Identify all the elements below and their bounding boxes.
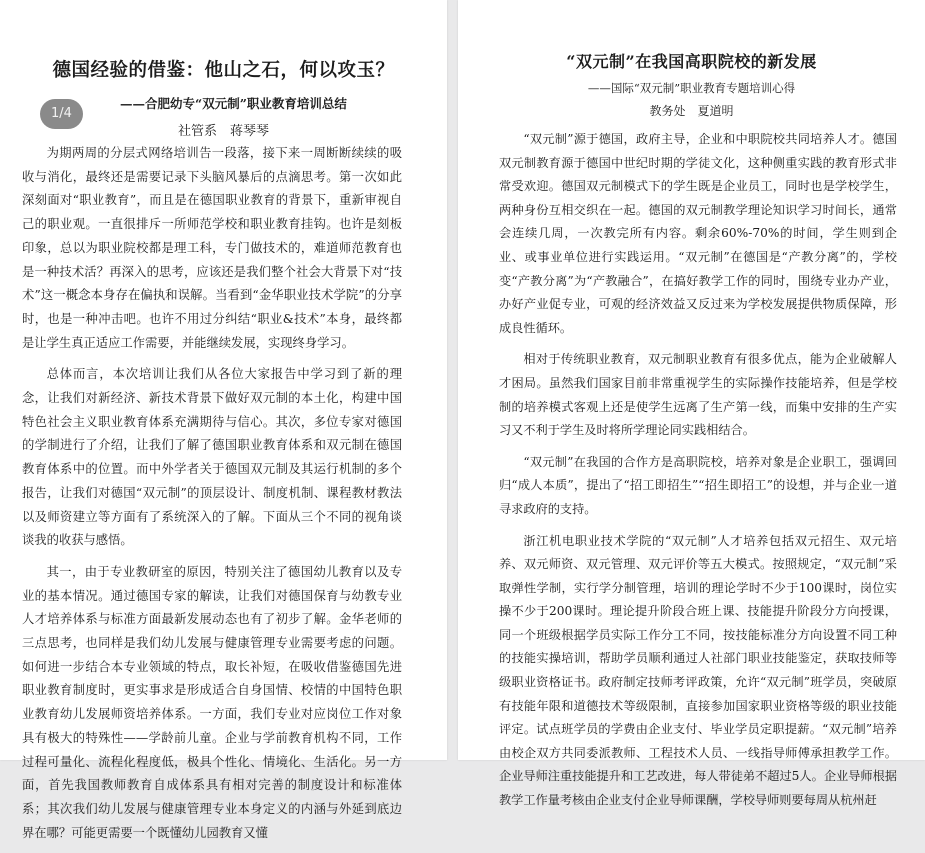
left-paragraph-2: 总体而言，本次培训让我们从各位大家报告中学习到了新的理念，让我们对新经济、新技术背景下做好双元制的本土化，构建中国特色社会主义职业教育体系充满期待与信心。其次，多位专家对德国的学制进行了介绍，让我们了解了德国职业教育体系和双元制在德国教育体系中的位置。而中外学者关于德国双元制及其运行机制的多个报告，让我们对德国“双元制”的顶层设计、制度机制、课程教材教法以及师资建立等方面有了系统深入的了解。下面从三个不同的视角谈谈我的收获与感悟。 <box>22 367 402 548</box>
left-page-subtitle: ——合肥幼专“双元制”职业教育培训总结 <box>120 96 347 111</box>
left-page-title: 德国经验的借鉴：他山之石，何以攻玉？ <box>52 60 395 81</box>
left-paragraph-3: 其一，由于专业教研室的原因，特别关注了德国幼儿教育以及专业的基本情况。通过德国专家的解读，让我们对德国保育与幼教专业人才培养体系与标准方面最新发展动态也有了初步了解。金华老师的三点思考，也同样是我们幼儿发展与健康管理专业需要考虑的问题。如何进一步结合本专业领域的特点，取长补短，在吸收借鉴德国先进职业教育制度时，更实事求是形成适合自身国情、校情的中国特色职业教育幼儿发展师资培养体系。一方面，我们专业对应岗位工作对象具有极大的特殊性——学龄前儿童。企业与学前教育机构不同，工作过程可量化、流程化程度低，极具个性化、情境化、生活化。另一方面，首先我国教师教育自成体系具有相对完善的制度设计和标准体系；其次我们幼儿发展与健康管理专业本身定义的内涵与外延到底边界在哪？可能更需要一个既懂幼儿园教育又懂 <box>22 564 402 840</box>
left-paragraph-1: 为期两周的分层式网络培训告一段落，接下来一周断断续续的吸收与消化，最终还是需要记录下头脑风暴后的点滴思考。第一次如此深刻面对“职业教育”，而且是在德国职业教育的背景下，重新审视自己的职业观。一直很排斥一所师范学校和职业教育挂钩。也许是刻板印象，总以为职业院校都是理工科，专门做技术的，难道师范教育也是一种技术活？再深入的思考，应该还是我们整个社会大背景下对“技术”这一概念本身存在偏执和误解。当看到“金华职业技术学院”的分享时，也是一种冲击吧。也许不用过分纠结“职业&技术”本身，最终都是让学生真正适应工作需要，并能继续发展，实现终身学习。 <box>22 146 402 350</box>
right-paragraph-4: 浙江机电职业技术学院的“双元制”人才培养包括双元招生、双元培养、双元师资、双元管理、双元评价等五大模式。按照规定，“双元制”采取弹性学制，实行学分制管理，培训的理论学时不少于100课时，岗位实操不少于200课时。理论提升阶段合班上课、技能提升阶段分方向授课，同一个班级根据学员实际工作分工不同，按技能标准分方向设置不同工种的技能实操培训，帮助学员顺利通过人社部门职业技能鉴定，获取技师等级职业资格证书。政府制定技师考评政策，允许“双元制”班学员，突破原有技能年限和道德技术等级限制，直接参加国家职业资格等级的职业技能评定。试点班学员的学费由企业支付、毕业学员定职提薪。“双元制”培养由校企双方共同委派教师、工程技术人员、一线指导师傅承担教学工作。企业导师注重技能提升和工艺改进，每人带徒弟不超过5人。企业导师根据教学工作量考核由企业支付企业导师课酬，学校导师则要每周从杭州赶 <box>499 533 897 808</box>
left-page-body <box>22 142 402 853</box>
right-page-subtitle: ——国际“双元制”职业教育专题培训心得 <box>587 81 796 95</box>
right-page-title: “双元制”在我国高职院校的新发展 <box>566 52 817 71</box>
right-page-author: 教务处 夏道明 <box>649 104 734 118</box>
right-paragraph-1: “双元制”源于德国，政府主导，企业和中职院校共同培养人才。德国双元制教育源于德国中世纪时期的学徒文化，这种侧重实践的教育形式非常受欢迎。德国双元制模式下的学生既是企业员工，同时也是学校学生，两种身份互相交织在一起。德国的双元制教学理论知识学习时间长，通常会连续几周，一次教完所有内容。剩余60%-70%的时间，学生则到企业、或事业单位进行实践运用。“双元制”在德国是“产教分离”的，学校变“产教分离”为“产教融合”，在搞好教学工作的同时，围绕专业办产业，办好产业促专业，可观的经济效益又反过来为学校发展提供物质保障，形成良性循环。 <box>499 132 897 335</box>
right-document-page <box>458 0 925 808</box>
left-page-author: 社管系 蒋琴琴 <box>177 124 269 139</box>
right-paragraph-3: “双元制”在我国的合作方是高职院校，培养对象是企业职工，强调回归“成人本质”，提出了“招工即招生”“招生即招工”的设想，并与企业一道寻求政府的支持。 <box>499 454 897 516</box>
right-page-body <box>499 128 897 821</box>
right-paragraph-2: 相对于传统职业教育，双元制职业教育有很多优点，能为企业破解人才困局。虽然我们国家目前非常重视学生的实际操作技能培养，但是学校制的培养模式客观上还是使学生远离了生产第一线，而集中安排的生产实习又不利于学生及时将所学理论同实践相结合。 <box>499 352 897 438</box>
page-indicator-badge[interactable]: 1/4 <box>40 99 83 129</box>
left-document-page <box>0 0 447 840</box>
